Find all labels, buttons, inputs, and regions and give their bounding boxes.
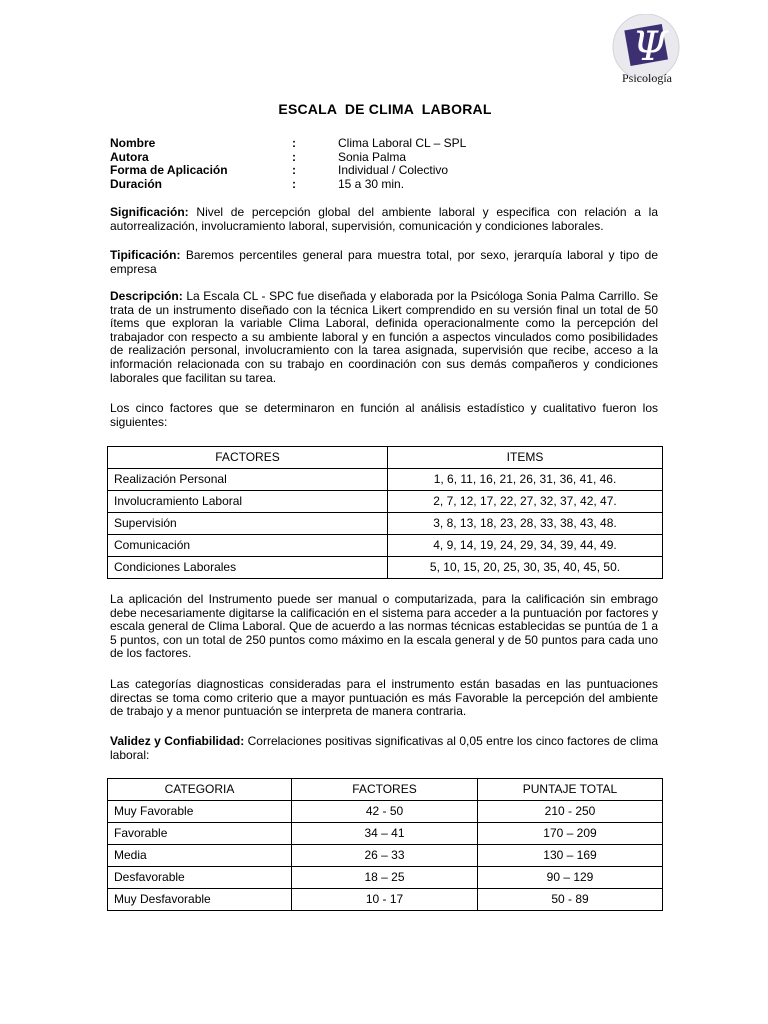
factor-name-cell: Supervisión <box>108 513 388 535</box>
meta-label: Nombre <box>110 136 156 150</box>
factor-items-cell: 5, 10, 15, 20, 25, 30, 35, 40, 45, 50. <box>388 557 663 579</box>
categoria-table <box>107 778 663 911</box>
logo-caption: Psicología <box>622 71 672 85</box>
factores-table <box>107 446 663 579</box>
factor-name-cell: Condiciones Laborales <box>108 557 388 579</box>
table-header-row <box>108 779 663 801</box>
factores-range-cell: 34 – 41 <box>292 823 478 845</box>
table-header-cell: CATEGORIA <box>108 779 292 801</box>
puntaje-total-cell: 210 - 250 <box>478 801 663 823</box>
validez-paragraph <box>110 735 658 762</box>
factor-name-cell: Comunicación <box>108 535 388 557</box>
table-row <box>108 889 663 911</box>
table-row <box>108 535 663 557</box>
meta-row-nombre <box>110 137 660 151</box>
tipificacion-label: Tipificación: <box>110 248 181 262</box>
table-row <box>108 867 663 889</box>
table-header-row <box>108 447 663 469</box>
metadata-block <box>110 137 660 191</box>
factores-range-cell: 26 – 33 <box>292 845 478 867</box>
factores-range-cell: 10 - 17 <box>292 889 478 911</box>
table-header-cell: FACTORES <box>292 779 478 801</box>
validez-text: Correlaciones positivas significativas al 0,05 entre los cinco factores de clima laboral: <box>110 734 658 762</box>
factores-range-cell: 18 – 25 <box>292 867 478 889</box>
tipificacion-text: Baremos percentiles general para muestra total, por sexo, jerarquía laboral y tipo de empresa <box>110 248 658 276</box>
meta-label: Duración <box>110 176 163 191</box>
puntaje-total-cell: 170 – 209 <box>478 823 663 845</box>
meta-row-autora <box>110 151 660 165</box>
categorias-paragraph: Las categorías diagnosticas consideradas para el instrumento están basadas en las puntuaciones directas se toma como criterio que a mayor puntuación es más Favorable la percepción del ambiente de trabajo y a menor puntuación se interpreta de manera contraria. <box>110 677 658 719</box>
meta-value: 15 a 30 min. <box>338 176 405 191</box>
meta-label: Autora <box>110 149 149 164</box>
aplicacion-paragraph: La aplicación del Instrumento puede ser manual o computarizada, para la calificación sin embrago debe necesariamente digitarse la calificación en el sistema para acceder a la puntuación por factores y escala general de Clima Laboral. Que de acuerdo a las normas técnicas establecidas se puntúa de 1 a 5 puntos, con un total de 250 puntos como máximo en la escala general y de 50 puntos para cada uno de los factores. <box>110 592 658 661</box>
factor-items-cell: 2, 7, 12, 17, 22, 27, 32, 37, 42, 47. <box>388 491 663 513</box>
puntaje-total-cell: 50 - 89 <box>478 889 663 911</box>
meta-colon: : <box>292 176 296 191</box>
meta-colon: : <box>292 163 296 178</box>
meta-value: Sonia Palma <box>338 149 407 164</box>
table-row <box>108 823 663 845</box>
meta-colon: : <box>292 136 296 150</box>
significacion-text: Nivel de percepción global del ambiente laboral y especifica con relación a la autorrealización, involucramiento laboral, supervisión, comunicación y condiciones laborales. <box>110 205 658 233</box>
puntaje-total-cell: 130 – 169 <box>478 845 663 867</box>
descripcion-label: Descripción: <box>110 289 183 303</box>
table-header-cell: FACTORES <box>108 447 388 469</box>
meta-row-forma-aplicacion <box>110 164 660 178</box>
table-header-cell: ITEMS <box>388 447 663 469</box>
table-header-cell: PUNTAJE TOTAL <box>478 779 663 801</box>
tipificacion-paragraph <box>110 249 658 276</box>
table-row <box>108 845 663 867</box>
significacion-paragraph <box>110 206 658 233</box>
logo-psi-symbol: Ψ <box>632 24 668 70</box>
significacion-label: Significación: <box>110 205 189 219</box>
descripcion-paragraph <box>110 290 658 385</box>
table-row <box>108 557 663 579</box>
factor-items-cell: 1, 6, 11, 16, 21, 26, 31, 36, 41, 46. <box>388 469 663 491</box>
table-row <box>108 491 663 513</box>
table-row <box>108 801 663 823</box>
factor-name-cell: Involucramiento Laboral <box>108 491 388 513</box>
meta-value: Individual / Colectivo <box>338 163 449 178</box>
categoria-cell: Muy Favorable <box>108 801 292 823</box>
meta-row-duracion <box>110 178 660 192</box>
table-row <box>108 513 663 535</box>
puntaje-total-cell: 90 – 129 <box>478 867 663 889</box>
descripcion-text: La Escala CL - SPC fue diseñada y elaborada por la Psicóloga Sonia Palma Carrillo. Se trata de un instrumento diseñado con la técnica Likert comprendido en su versión final un total de 50 ítems que exploran la variable Clima Laboral, definida operacionalmente como la percepción del trabajador con respecto a su ambiente laboral y en función a aspectos vinculados como posibilidades de realización personal, involucramiento con la tarea asignada, supervisión que recibe, acceso a la información relacionada con su trabajo en coordinación con sus demás compañeros y condiciones laborales que facilitan su tarea. <box>110 289 658 385</box>
factor-items-cell: 3, 8, 13, 18, 23, 28, 33, 38, 43, 48. <box>388 513 663 535</box>
validez-label: Validez y Confiabilidad: <box>110 734 245 748</box>
categoria-cell: Muy Desfavorable <box>108 889 292 911</box>
factor-items-cell: 4, 9, 14, 19, 24, 29, 34, 39, 44, 49. <box>388 535 663 557</box>
factor-name-cell: Realización Personal <box>108 469 388 491</box>
factores-range-cell: 42 - 50 <box>292 801 478 823</box>
factores-intro-paragraph: Los cinco factores que se determinaron en función al análisis estadístico y cualitativo fueron los siguientes: <box>110 401 658 429</box>
meta-value: Clima Laboral CL – SPL <box>338 136 467 150</box>
meta-label: Forma de Aplicación <box>110 163 228 178</box>
table-row <box>108 469 663 491</box>
document-title: ESCALA DE CLIMA LABORAL <box>278 101 492 117</box>
meta-colon: : <box>292 149 296 164</box>
categoria-cell: Favorable <box>108 823 292 845</box>
categoria-cell: Media <box>108 845 292 867</box>
categoria-cell: Desfavorable <box>108 867 292 889</box>
